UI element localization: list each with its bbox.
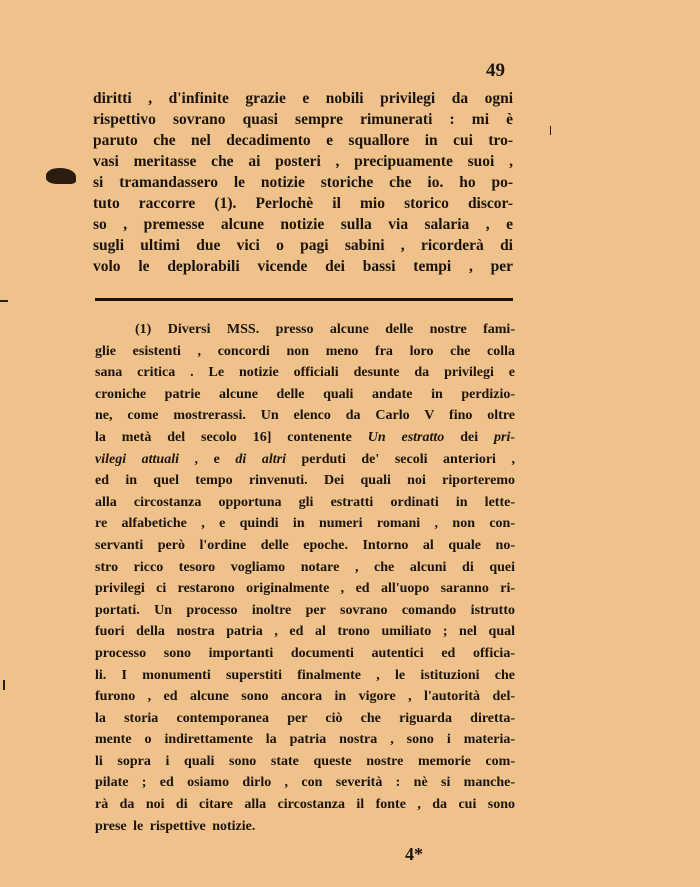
- footnote-line: [95, 816, 515, 838]
- footnote-line: [95, 492, 515, 514]
- text-segment: ne, come mostrerassi. Un elenco da Carlo V fino oltre: [95, 408, 515, 424]
- footnote-line: [95, 535, 515, 557]
- footnote-rule: [95, 298, 513, 301]
- text-segment: (1) Diversi MSS. presso alcune delle nostre fami-: [135, 322, 515, 337]
- text-segment: perduti de' secoli anteriori ,: [285, 451, 515, 467]
- italic-text: Un estratto: [367, 429, 445, 445]
- footnote-line: [95, 751, 515, 773]
- footnote-line: [95, 362, 515, 384]
- footnote-line: [95, 557, 515, 579]
- text-segment: , e: [179, 451, 236, 467]
- footnote-line: [95, 405, 515, 427]
- footnote-line: [95, 513, 515, 535]
- footnote-line: [95, 449, 515, 471]
- footnote-line: [95, 470, 515, 492]
- text-segment: li. I monumenti superstiti finalmente , le istituzioni che: [95, 667, 515, 683]
- footnote-line: [95, 621, 515, 643]
- text-line: diritti , d'infinite grazie e nobili privilegi da ogni: [93, 90, 513, 107]
- footnote-line: [95, 319, 515, 341]
- text-segment: fuori della nostra patria , ed al trono umiliato ; nel qual: [95, 624, 515, 640]
- text-segment: servanti però l'ordine delle epoche. Intorno al quale no-: [95, 537, 515, 553]
- text-segment: dei: [444, 429, 494, 445]
- text-line: so , premesse alcune notizie sulla via salaria , e: [93, 216, 513, 233]
- footnote-line: [95, 708, 515, 730]
- footnote-line: [95, 643, 515, 665]
- footnote-line: [95, 384, 515, 406]
- text-segment: stro ricco tesoro vogliamo notare , che alcuni di quei: [95, 559, 515, 575]
- footnote-line: [95, 578, 515, 600]
- text-segment: mente o indirettamente la patria nostra , sono i materia-: [95, 732, 515, 748]
- text-segment: croniche patrie alcune delle quali andate in perdizio-: [95, 386, 515, 402]
- text-segment: li sopra i quali sono state queste nostre memorie com-: [95, 753, 515, 769]
- text-line: si tramandassero le notizie storiche che io. ho po-: [93, 174, 513, 191]
- italic-text: pri-: [494, 429, 515, 445]
- italic-text: di altri: [235, 451, 286, 467]
- page-number: 49: [486, 60, 505, 81]
- text-line: rispettivo sovrano quasi sempre rimunerati : mi è: [93, 111, 513, 128]
- signature-mark: 4*: [405, 844, 423, 864]
- margin-mark: [550, 126, 551, 135]
- text-line: volo le deplorabili vicende dei bassi tempi , per: [93, 258, 513, 275]
- text-segment: prese le rispettive notizie.: [95, 818, 256, 834]
- margin-mark: [3, 680, 5, 690]
- text-line: sugli ultimi due vici o pagi sabini , ricorderà di: [93, 237, 513, 254]
- text-segment: processo sono importanti documenti autentici ed officia-: [95, 645, 515, 661]
- ink-blot-icon: [46, 168, 76, 184]
- text-segment: la metà del secolo 16] contenente: [95, 429, 368, 445]
- footnote-line: [95, 600, 515, 622]
- text-line: paruto che nel decadimento e squallore in cui tro-: [93, 132, 513, 149]
- text-segment: rà da noi di citare alla circostanza il fonte , da cui sono: [95, 797, 515, 813]
- footnote-line: [95, 686, 515, 708]
- text-segment: ed in quel tempo rinvenuti. Dei quali noi riporteremo: [95, 473, 515, 489]
- text-segment: la storia contemporanea per ciò che riguarda diretta-: [95, 710, 515, 726]
- italic-text: vilegi attuali: [95, 451, 179, 467]
- footnote-line: [95, 665, 515, 687]
- footnote-line: [95, 427, 515, 449]
- text-segment: privilegi ci restarono originalmente , ed all'uopo saranno ri-: [95, 581, 515, 597]
- text-line: tuto raccorre (1). Perlochè il mio storico discor-: [93, 195, 513, 212]
- text-segment: pilate ; ed osiamo dirlo , con severità : nè si manche-: [95, 775, 515, 791]
- text-line: vasi meritasse che ai posteri , precipuamente suoi ,: [93, 153, 513, 170]
- main-text: [93, 88, 513, 277]
- text-segment: furono , ed alcune sono ancora in vigore , l'autorità del-: [95, 689, 515, 705]
- text-segment: alla circostanza opportuna gli estratti ordinati in lette-: [95, 494, 515, 510]
- text-segment: glie esistenti , concordi non meno fra loro che colla: [95, 343, 515, 359]
- footnote-line: [95, 794, 515, 816]
- footnote-line: [95, 729, 515, 751]
- text-segment: portati. Un processo inoltre per sovrano comando istrutto: [95, 602, 515, 618]
- margin-mark: [0, 300, 8, 302]
- text-segment: sana critica . Le notizie officiali desunte da privilegi e: [95, 365, 515, 381]
- footnote: [95, 319, 515, 837]
- footnote-line: [95, 341, 515, 363]
- text-segment: re alfabetiche , e quindi in numeri romani , non con-: [95, 516, 515, 532]
- footnote-line: [95, 772, 515, 794]
